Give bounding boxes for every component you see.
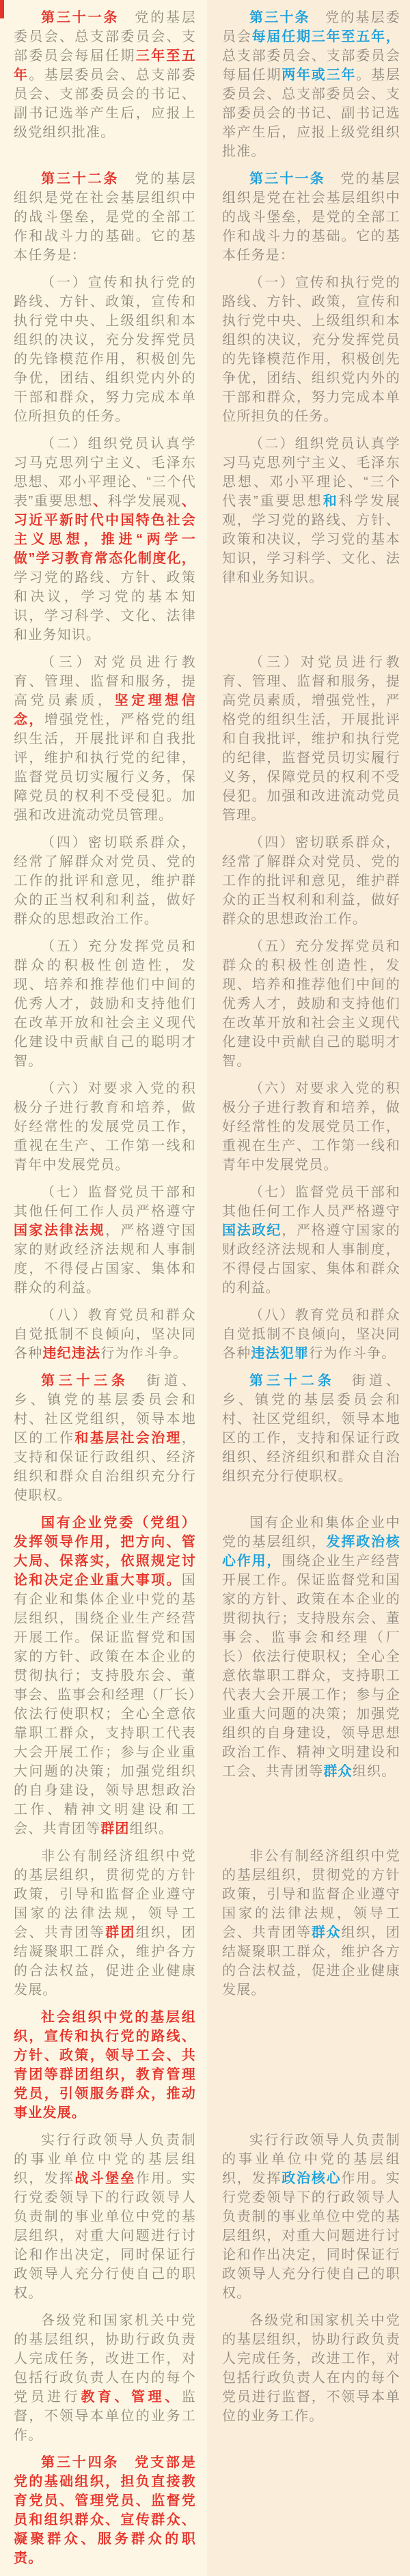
body-text: 学习党的路线、方针、政策和决议，学习党的基本知识，学习科学、文化、法律和业务知识。	[14, 570, 196, 643]
comparison-row	[0, 8, 410, 169]
left-column-cell	[0, 1847, 207, 2008]
comparison-row	[0, 1371, 410, 1513]
old-version-paragraph	[222, 1183, 400, 1298]
body-text: 党的基层组织是党在社会基层组织中的战斗堡垒，是党的全部工作和战斗力的基础。它的基本任务是：	[222, 171, 400, 263]
left-column-cell	[0, 169, 207, 273]
old-text-highlight: 政治核心	[282, 2171, 342, 2186]
new-version-paragraph	[14, 2131, 196, 2303]
old-version-paragraph	[222, 937, 400, 1071]
new-version-paragraph	[14, 434, 196, 645]
old-version-paragraph	[222, 1306, 400, 1363]
comparison-row	[0, 2453, 410, 2576]
left-column-cell	[0, 2131, 207, 2311]
comparison-row	[0, 1079, 410, 1183]
left-column-cell	[0, 273, 207, 434]
left-column-cell	[0, 434, 207, 653]
left-column-cell	[0, 2008, 207, 2131]
old-version-paragraph	[222, 2311, 400, 2426]
right-column-cell	[207, 2008, 410, 2131]
body-text: 组织。	[129, 1821, 174, 1836]
new-text-highlight: 第三十四条 党支部是党的基础组织，担负直接教育党员、管理党员、监督党员和组织群众、宣传群众、凝聚群众、服务群众的职责。	[14, 2455, 196, 2566]
new-version-paragraph	[14, 937, 196, 1071]
left-column-cell	[0, 937, 207, 1079]
comparison-row	[0, 2311, 410, 2453]
new-version-paragraph	[14, 1847, 196, 2000]
comparison-row	[0, 937, 410, 1079]
body-text: （四）密切联系群众，经常了解群众对党员、党的工作的批评和意见，维护群众的正当权利和利益，做好群众的思想政治工作。	[14, 835, 196, 927]
new-text-highlight: 群团	[105, 1925, 136, 1940]
old-text-highlight: 群众	[311, 1925, 342, 1940]
body-text: （二）组织党员认真学习马克思列宁主义、毛泽东思想、邓小平理论、“三个代表”重要思想	[222, 436, 400, 509]
left-column-cell	[0, 1306, 207, 1371]
new-version-paragraph	[14, 273, 196, 426]
body-text: 非公有制经济组织中党的基层组织，贯彻党的方针政策，引导和监督企业遵守国家的法律法规，领导工会、共青团等	[14, 1849, 196, 1940]
body-text: 党的基层委员会	[222, 10, 400, 44]
body-text: 国有企业和集体企业中党的基层组织，	[222, 1515, 400, 1550]
body-text: （一）宣传和执行党的路线、方针、政策，宣传和执行党中央、上级组织和本组织的决议，充分发挥党员的先锋模范作用，积极创先争优，团结、组织党内外的干部和群众，努力完成本单位所担负的任务。	[222, 275, 400, 424]
old-version-paragraph	[222, 273, 400, 426]
new-text-highlight: 第三十一条	[41, 10, 120, 25]
old-version-paragraph	[222, 8, 400, 161]
right-column-cell	[207, 2311, 410, 2453]
body-text: 行为作斗争。	[100, 1346, 188, 1361]
body-text: 作用。实行党委领导下的行政领导人负责制的事业单位中党的基层组织，对重大问题进行讨论和作出决定，同时保证行政领导人充分行使自己的职权。	[222, 2171, 400, 2301]
left-column-cell	[0, 1513, 207, 1847]
old-text-highlight: 两年或三年	[282, 68, 357, 83]
old-version-paragraph	[222, 1371, 400, 1486]
body-text: （五）充分发挥党员和群众的积极性创造性，发现、培养和推荐他们中间的优秀人才，鼓励和支持他们在改革开放和社会主义现代化建设中贡献自己的聪明才智。	[222, 939, 400, 1069]
body-text: （四）密切联系群众，经常了解群众对党员、党的工作的批评和意见，维护群众的正当权利和利益，做好群众的思想政治工作。	[222, 835, 400, 927]
new-version-paragraph	[14, 1183, 196, 1298]
new-text-highlight: 国家法律法规	[14, 1223, 106, 1238]
right-column-cell	[207, 434, 410, 653]
old-version-paragraph	[222, 1079, 400, 1175]
body-text: （七）监督党员干部和其他任何工作人员严格遵守	[14, 1185, 196, 1219]
comparison-row	[0, 434, 410, 653]
comparison-row	[0, 1183, 410, 1306]
left-column-cell	[0, 1371, 207, 1513]
body-text: 总支部委员会、支部委员会每届任期	[222, 48, 400, 83]
new-version-paragraph	[14, 8, 196, 142]
old-version-paragraph	[222, 653, 400, 825]
body-text: （二）组织党员认真学习马克思列宁主义、毛泽东思想、邓小平理论、“三个代表”重要思想	[14, 436, 196, 509]
left-column-cell	[0, 2311, 207, 2453]
body-text: 各级党和国家机关中党的基层组织，协助行政负责人完成任务，改进工作，对包括行政负责人在内的每个党员进行	[14, 2313, 196, 2405]
old-text-highlight: 第三十条	[249, 10, 310, 25]
old-text-highlight: 群众	[323, 1764, 353, 1779]
right-column-cell	[207, 2453, 410, 2576]
old-version-paragraph	[222, 2131, 400, 2303]
body-text: 监督，不领导本单位的业务工作。	[14, 2390, 196, 2443]
old-text-highlight: 每届任期三年至五年，	[251, 29, 401, 44]
left-column-cell	[0, 1183, 207, 1306]
comparison-row	[0, 653, 410, 833]
right-column-cell	[207, 1079, 410, 1183]
new-version-paragraph	[14, 833, 196, 929]
body-text: 作用。实行党委领导下的行政领导人负责制的事业单位中党的基层组织，对重大问题进行讨论和作出决定，同时保证行政领导人充分行使自己的职权。	[14, 2171, 196, 2301]
body-text: 实行行政领导人负责制的事业单位中党的基层组织，发挥	[222, 2133, 400, 2186]
new-version-paragraph	[14, 2311, 196, 2445]
body-text: 科学发展观	[107, 494, 182, 509]
right-column-cell	[207, 653, 410, 833]
body-text: 非公有制经济组织中党的基层组织，贯彻党的方针政策，引导和监督企业遵守国家的法律法规，领导工会、共青团等	[222, 1849, 400, 1940]
body-text: 增强党性，严格党的组织生活，开展批评和自我批评，维护和执行党的纪律，监督党员切实履行义务，保障党员的权利不受侵犯。加强和改进流动党员管理。	[14, 712, 197, 823]
old-version-paragraph	[222, 169, 400, 265]
new-text-highlight: 国有企业党委（党组）发挥领导作用，把方向、管大局、保落实，依照规定讨论和决定企业重大事项。	[14, 1515, 196, 1588]
comparison-row	[0, 1513, 410, 1847]
new-version-paragraph	[14, 1079, 196, 1175]
right-column-cell	[207, 1371, 410, 1513]
left-column-cell	[0, 8, 207, 169]
new-text-highlight: 教育、管理、	[81, 2390, 182, 2405]
body-text: （五）充分发挥党员和群众的积极性创造性，发现、培养和推荐他们中间的优秀人才，鼓励和支持他们在改革开放和社会主义现代化建设中贡献自己的聪明才智。	[14, 939, 196, 1069]
body-text: ，严格遵守国家的财政经济法规和人事制度，不得侵占国家、集体和群众的利益。	[222, 1223, 400, 1296]
body-text: ，严格遵守国家的财政经济法规和人事制度，不得侵占国家、集体和群众的利益。	[14, 1223, 197, 1296]
body-text: 。基层委员会、总支部委员会、支部委员会的书记、副书记选举产生后，应报上级党组织批准。	[222, 68, 400, 159]
new-version-paragraph	[14, 2008, 196, 2123]
new-text-highlight: 群团	[100, 1821, 130, 1836]
right-column-cell	[207, 2131, 410, 2311]
old-version-paragraph	[222, 833, 400, 929]
body-text: 党的基层委员会、总支部委员会、支部委员会每届任期	[14, 10, 197, 64]
new-text-highlight: 、	[93, 494, 108, 509]
old-text-highlight: 第三十一条	[249, 171, 325, 186]
comparison-row	[0, 273, 410, 434]
old-text-highlight: 发挥政治核心作用，	[222, 1535, 401, 1569]
right-column-cell	[207, 273, 410, 434]
body-text: 各级党和国家机关中党的基层组织，协助行政负责人完成任务，改进工作，对包括行政负责人在内的每个党员进行监督，不领导本单位的业务工作。	[222, 2313, 400, 2424]
red-border-fragment	[0, 0, 4, 18]
old-text-highlight: 和	[323, 494, 339, 509]
new-text-highlight: 第三十三条	[41, 1373, 129, 1388]
body-text: 围绕企业生产经营开展工作。保证监督党和国家的方针、政策在本企业的贯彻执行；支持股东会、董事会、监事会和经理（厂长）依法行使职权；全心全意依靠职工群众，支持职工代表大会开展工作；参与企业重大问题的决策；加强党组织的自身建设，领导思想政治工作、精神文明建设和工会、共青团等	[222, 1554, 400, 1779]
body-text: 国有企业和集体企业中党的基层组织，围绕企业生产经营开展工作。保证监督党和国家的方针、政策在本企业的贯彻执行；支持股东会、董事会、监事会和经理（厂长）依法行使职权；全心全意依靠职工群众，支持职工代表大会开展工作；参与企业重大问题的决策；加强党组织的自身建设，领导思想政治工作、精神文明建设和工会、共青团等	[14, 1573, 196, 1836]
new-version-paragraph	[14, 1513, 196, 1838]
body-text: （六）对要求入党的积极分子进行教育和培养，做好经常性的发展党员工作，重视在生产、工作第一线和青年中发展党员。	[14, 1081, 196, 1173]
right-column-cell	[207, 1183, 410, 1306]
new-text-highlight: 战斗堡垒	[74, 2171, 136, 2186]
body-text: 组织，团结凝聚职工群众，维护各方的合法权益，促进企业健康发展。	[14, 1925, 196, 1998]
body-text: 组织。	[352, 1764, 396, 1779]
new-text-highlight: 违纪违法	[42, 1346, 101, 1361]
body-text: 科学发展观，学习党的路线、方针、政策和决议，学习党的基本知识，学习科学、文化、法律和业务知识。	[222, 494, 400, 585]
right-column-cell	[207, 1513, 410, 1847]
new-text-highlight: 三年至五年	[14, 48, 196, 83]
new-version-paragraph	[14, 1371, 196, 1505]
old-text-highlight: 国法政纪	[222, 1223, 282, 1238]
right-column-cell	[207, 1306, 410, 1371]
new-version-paragraph	[14, 1306, 196, 1363]
comparison-row	[0, 2131, 410, 2311]
body-text: （三）对党员进行教育、管理、监督和服务，提高党员素质，增强党性，严格党的组织生活，开展批评和自我批评，维护和执行党的纪律，监督党员切实履行义务，保障党员的权利不受侵犯。加强和改进流动党员管理。	[222, 655, 400, 823]
body-text: （六）对要求入党的积极分子进行教育和培养，做好经常性的发展党员工作，重视在生产、工作第一线和青年中发展党员。	[222, 1081, 400, 1173]
comparison-row	[0, 1847, 410, 2008]
new-text-highlight: 坚定理想信念，	[14, 693, 197, 727]
new-text-highlight: 第三十二条	[41, 171, 120, 186]
body-text: 行为作斗争。	[309, 1346, 396, 1361]
left-column-cell	[0, 653, 207, 833]
body-text: 街道、乡、镇党的基层委员会和村、社区党组织，领导本地区的工作，支持和保证行政组织、经济组织和群众自治组织充分行使职权。	[222, 1373, 400, 1484]
new-text-highlight: 社会组织中党的基层组织，宣传和执行党的路线、方针、政策，领导工会、共青团等群团组织，教育管理党员，引领服务群众，推动事业发展。	[14, 2010, 196, 2120]
left-column-cell	[0, 1079, 207, 1183]
new-text-highlight: 、习近平新时代中国特色社会主义思想，推进“两学一做”学习教育常态化制度化，	[14, 494, 196, 566]
old-text-highlight: 第三十二条	[249, 1373, 335, 1388]
left-column-cell	[0, 833, 207, 937]
body-text: 实行行政领导人负责制的事业单位中党的基层组织，发挥	[14, 2133, 196, 2186]
right-column-cell	[207, 937, 410, 1079]
new-version-paragraph	[14, 169, 196, 265]
old-version-paragraph	[222, 434, 400, 587]
right-column-cell	[207, 833, 410, 937]
right-column-cell	[207, 1847, 410, 2008]
body-text: （七）监督党员干部和其他任何工作人员严格遵守	[222, 1185, 400, 1219]
body-text: （八）教育党员和群众自觉抵制不良倾向，坚决同各种	[14, 1308, 196, 1361]
old-text-highlight: 违法犯罪	[251, 1346, 310, 1361]
right-column-cell	[207, 169, 410, 273]
body-text: （八）教育党员和群众自觉抵制不良倾向，坚决同各种	[222, 1308, 400, 1361]
body-text: （三）对党员进行教育、管理、监督和服务，提高党员素质，	[14, 655, 196, 708]
comparison-row	[0, 1306, 410, 1371]
comparison-row	[0, 169, 410, 273]
old-version-paragraph	[222, 1847, 400, 2000]
new-version-paragraph	[14, 653, 196, 825]
body-text: （一）宣传和执行党的路线、方针、政策，宣传和执行党中央、上级组织和本组织的决议，充分发挥党员的先锋模范作用，积极创先争优，团结、组织党内外的干部和群众，努力完成本单位所担负的任务。	[14, 275, 196, 424]
comparison-row	[0, 833, 410, 937]
right-column-cell	[207, 8, 410, 169]
body-text: 组织，团结凝聚职工群众，维护各方的合法权益，促进企业健康发展。	[222, 1925, 401, 1998]
left-column-cell	[0, 2453, 207, 2576]
new-text-highlight: 和基层社会治理	[74, 1431, 182, 1446]
body-text: ，支持和保证行政组织、经济组织和群众自治组织充分行使职权。	[14, 1431, 196, 1503]
comparison-row	[0, 2008, 410, 2131]
new-version-paragraph	[14, 2453, 196, 2568]
body-text: 街道、乡、镇党的基层委员会和村、社区党组织，领导本地区的工作	[14, 1373, 196, 1446]
body-text: 。基层委员会、总支部委员会、支部委员会的书记、副书记选举产生后，应报上级党组织批准。	[14, 68, 197, 140]
old-version-paragraph	[222, 1513, 400, 1781]
body-text: 党的基层组织是党在社会基层组织中的战斗堡垒，是党的全部工作和战斗力的基础。它的基本任务是：	[14, 171, 197, 263]
